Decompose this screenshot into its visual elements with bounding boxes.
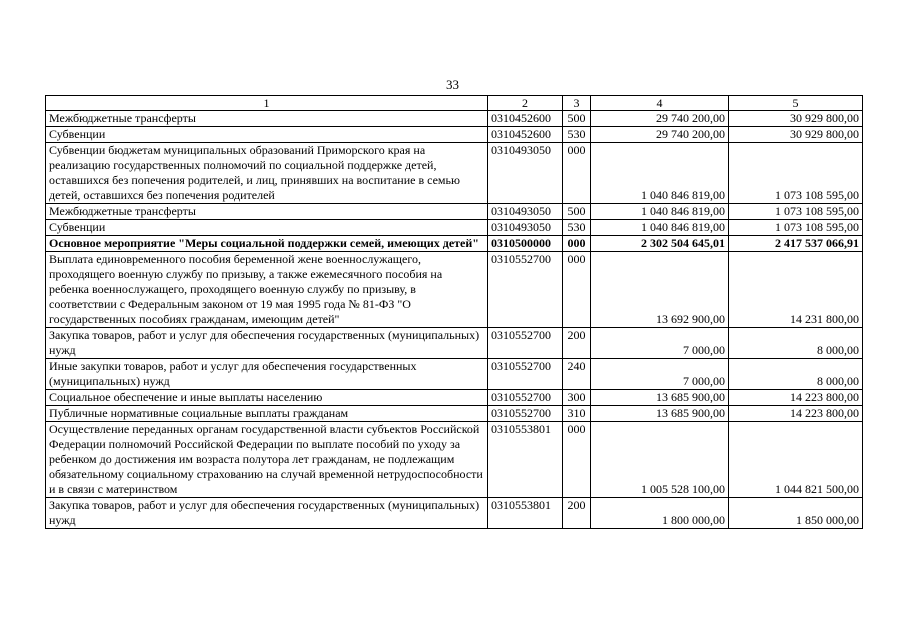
- table-row: [46, 204, 863, 220]
- row-value-col5: 1 073 108 595,00: [729, 143, 863, 204]
- row-name: Осуществление переданных органам государственной власти субъектов Российской Федерации полномочий Российской Федерации по выплате пособий по уходу за ребенком до достижения им возраста полутора лет гражданам, не подлежащим обязательному социальному страхованию на случай временной нетрудоспособности и в связи с материнством: [46, 422, 488, 498]
- table-row: [46, 143, 863, 204]
- row-type: 310: [563, 406, 591, 422]
- row-name: Публичные нормативные социальные выплаты гражданам: [46, 406, 488, 422]
- row-type: 530: [563, 220, 591, 236]
- row-value-col4: 2 302 504 645,01: [591, 236, 729, 252]
- row-code: 0310553801: [488, 498, 563, 529]
- row-type: 240: [563, 359, 591, 390]
- row-value-col5: 1 850 000,00: [729, 498, 863, 529]
- row-name: Выплата единовременного пособия беременной жене военнослужащего, проходящего военную службу по призыву, а также ежемесячного пособия на ребенка военнослужащего, проходящего военную службу по призыву, в соответствии с Федеральным законом от 19 мая 1995 года № 81-ФЗ "О государственных пособиях гражданам, имеющим детей": [46, 252, 488, 328]
- table-header-row: [46, 96, 863, 111]
- row-code: 0310452600: [488, 127, 563, 143]
- row-type: 500: [563, 111, 591, 127]
- row-type: 000: [563, 143, 591, 204]
- row-type: 000: [563, 422, 591, 498]
- header-cell: 5: [729, 96, 863, 111]
- row-type: 530: [563, 127, 591, 143]
- row-value-col4: 29 740 200,00: [591, 127, 729, 143]
- row-name: Иные закупки товаров, работ и услуг для обеспечения государственных (муниципальных) нужд: [46, 359, 488, 390]
- row-value-col4: 1 040 846 819,00: [591, 204, 729, 220]
- row-code: 0310553801: [488, 422, 563, 498]
- row-name: Закупка товаров, работ и услуг для обеспечения государственных (муниципальных) нужд: [46, 498, 488, 529]
- table-row: [46, 220, 863, 236]
- row-value-col4: 1 040 846 819,00: [591, 220, 729, 236]
- row-name: Межбюджетные трансферты: [46, 111, 488, 127]
- row-value-col5: 30 929 800,00: [729, 111, 863, 127]
- row-value-col4: 7 000,00: [591, 359, 729, 390]
- row-name: Основное мероприятие "Меры социальной поддержки семей, имеющих детей": [46, 236, 488, 252]
- table-row: [46, 406, 863, 422]
- row-value-col5: 8 000,00: [729, 359, 863, 390]
- row-type: 000: [563, 252, 591, 328]
- row-value-col5: 14 223 800,00: [729, 406, 863, 422]
- header-cell: 4: [591, 96, 729, 111]
- table-row: [46, 359, 863, 390]
- row-type: 500: [563, 204, 591, 220]
- row-code: 0310493050: [488, 204, 563, 220]
- row-type: 200: [563, 498, 591, 529]
- table-row: [46, 252, 863, 328]
- row-value-col5: 1 073 108 595,00: [729, 204, 863, 220]
- row-code: 0310552700: [488, 252, 563, 328]
- row-code: 0310552700: [488, 359, 563, 390]
- page-number: 33: [446, 77, 459, 92]
- row-value-col4: 29 740 200,00: [591, 111, 729, 127]
- table-row: [46, 111, 863, 127]
- row-name: Закупка товаров, работ и услуг для обеспечения государственных (муниципальных) нужд: [46, 328, 488, 359]
- row-value-col4: 13 692 900,00: [591, 252, 729, 328]
- header-cell: 1: [46, 96, 488, 111]
- header-cell: 2: [488, 96, 563, 111]
- row-value-col5: 1 073 108 595,00: [729, 220, 863, 236]
- table-row: [46, 236, 863, 252]
- row-type: 200: [563, 328, 591, 359]
- row-value-col5: 14 223 800,00: [729, 390, 863, 406]
- row-name: Субвенции бюджетам муниципальных образований Приморского края на реализацию государственных полномочий по социальной поддержке детей, оставшихся без попечения родителей, и лиц, принявших на воспитание в семью детей, оставшихся без попечения родителей: [46, 143, 488, 204]
- row-code: 0310452600: [488, 111, 563, 127]
- row-value-col4: 13 685 900,00: [591, 406, 729, 422]
- row-name: Субвенции: [46, 220, 488, 236]
- row-code: 0310552700: [488, 406, 563, 422]
- row-value-col5: 14 231 800,00: [729, 252, 863, 328]
- row-name: Субвенции: [46, 127, 488, 143]
- table-row: [46, 390, 863, 406]
- row-code: 0310552700: [488, 328, 563, 359]
- budget-table: [45, 95, 863, 529]
- row-value-col4: 1 800 000,00: [591, 498, 729, 529]
- row-value-col5: 2 417 537 066,91: [729, 236, 863, 252]
- row-code: 0310552700: [488, 390, 563, 406]
- row-value-col4: 1 040 846 819,00: [591, 143, 729, 204]
- row-value-col4: 1 005 528 100,00: [591, 422, 729, 498]
- row-value-col4: 7 000,00: [591, 328, 729, 359]
- table-row: [46, 127, 863, 143]
- row-type: 000: [563, 236, 591, 252]
- row-type: 300: [563, 390, 591, 406]
- row-value-col5: 1 044 821 500,00: [729, 422, 863, 498]
- header-cell: 3: [563, 96, 591, 111]
- row-name: Социальное обеспечение и иные выплаты населению: [46, 390, 488, 406]
- row-name: Межбюджетные трансферты: [46, 204, 488, 220]
- row-value-col5: 8 000,00: [729, 328, 863, 359]
- row-value-col5: 30 929 800,00: [729, 127, 863, 143]
- row-code: 0310493050: [488, 143, 563, 204]
- row-value-col4: 13 685 900,00: [591, 390, 729, 406]
- row-code: 0310500000: [488, 236, 563, 252]
- table-row: [46, 328, 863, 359]
- table-row: [46, 498, 863, 529]
- table-row: [46, 422, 863, 498]
- row-code: 0310493050: [488, 220, 563, 236]
